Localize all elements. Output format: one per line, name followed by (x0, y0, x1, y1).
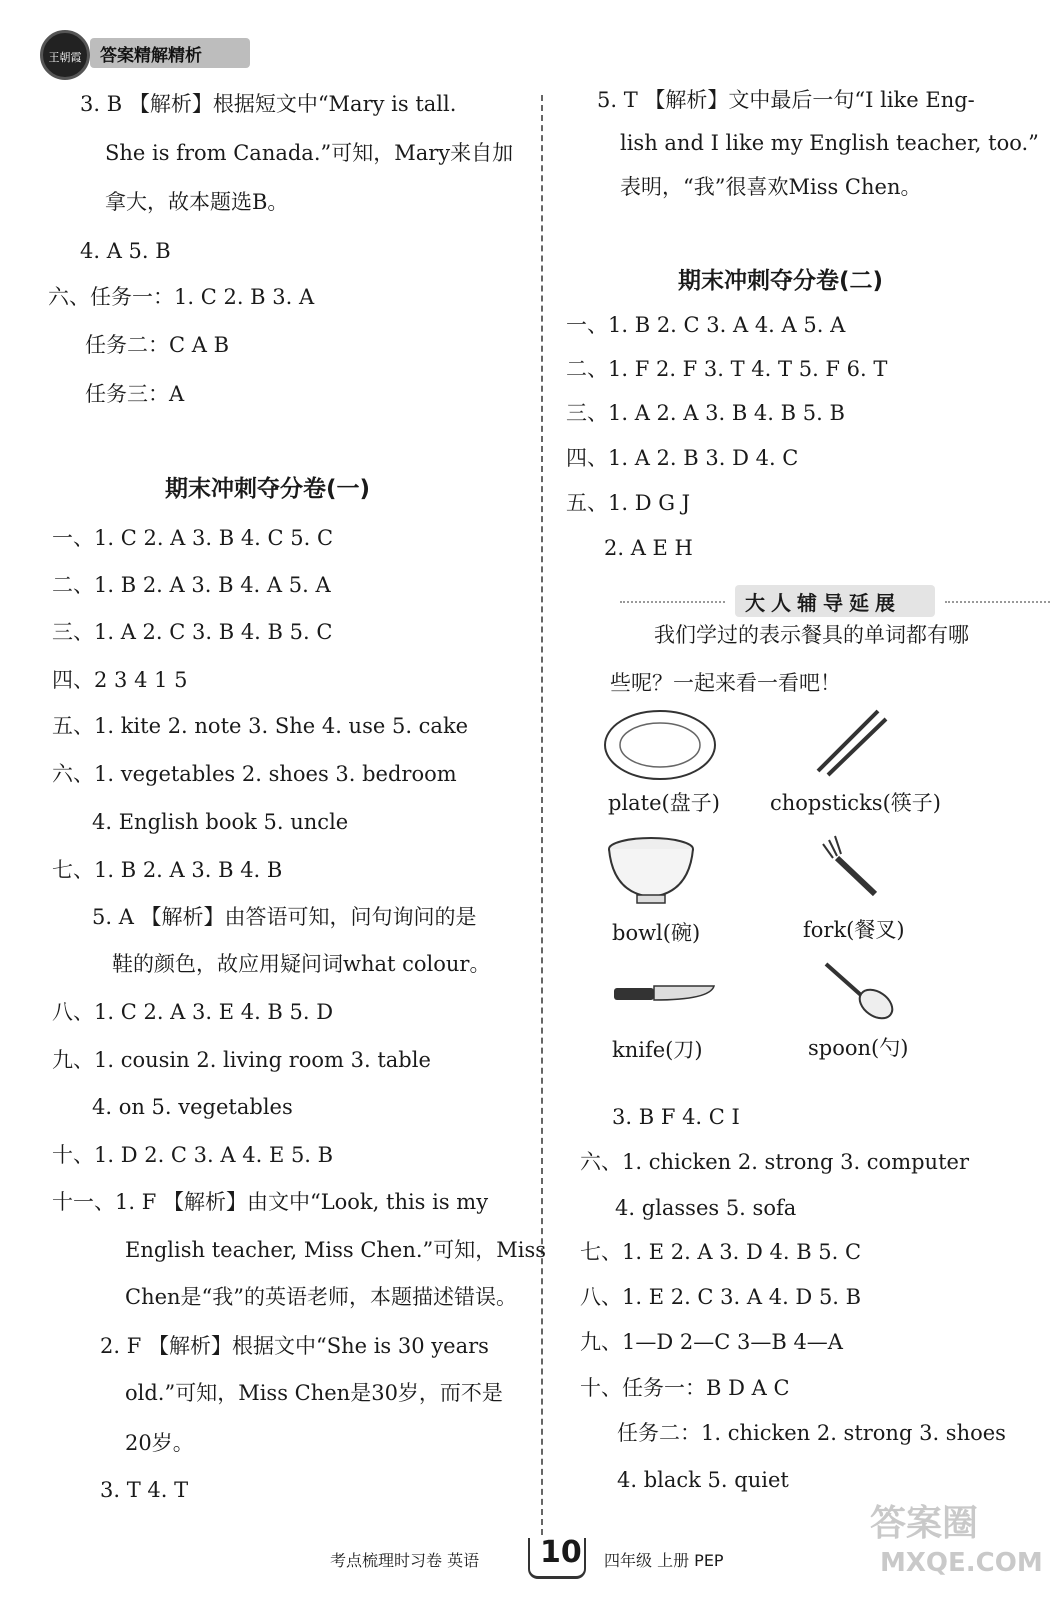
answer-line: 2. F 【解析】根据文中“She is 30 years (100, 1334, 489, 1358)
extension-text: 些呢？一起来看一看吧！ (610, 671, 841, 695)
fork-illustration (815, 830, 885, 900)
answer-line: 十、任务一：B D A C (580, 1376, 790, 1400)
answer-line: 4. glasses 5. sofa (615, 1196, 797, 1220)
answer-line: 任务二：1. chicken 2. strong 3. shoes (617, 1421, 1006, 1445)
answer-line: 鞋的颜色，故应用疑问词what colour。 (112, 952, 491, 976)
plate-illustration (600, 705, 720, 790)
answer-line: English teacher, Miss Chen.”可知，Miss (125, 1238, 547, 1262)
answer-line: 四、1. A 2. B 3. D 4. C (566, 446, 799, 470)
watermark-logo: 答案圈 (870, 1503, 979, 1544)
answer-line: Chen是“我”的英语老师，本题描述错误。 (125, 1285, 518, 1309)
section-title-1: 期末冲刺夺分卷(一) (165, 476, 371, 502)
section-title-2: 期末冲刺夺分卷(二) (678, 268, 884, 294)
answer-line: 六、1. vegetables 2. shoes 3. bedroom (52, 762, 457, 786)
right-line: 5. T 【解析】文中最后一句“I like Eng- (597, 88, 975, 112)
extension-title: 大人辅导延展 (745, 591, 901, 615)
footer-book-title: 考点梳理时习卷 英语 (330, 1551, 480, 1570)
dotted-rule-left (620, 601, 725, 603)
answer-line: 八、1. E 2. C 3. A 4. D 5. B (580, 1285, 862, 1309)
answer-line: 六、1. chicken 2. strong 3. computer (580, 1150, 969, 1174)
answer-line: 20岁。 (125, 1431, 194, 1455)
answer-line: 八、1. C 2. A 3. E 4. B 5. D (52, 1000, 334, 1024)
answer-line: 4. black 5. quiet (617, 1468, 789, 1492)
left-line: 4. A 5. B (80, 239, 171, 263)
answer-line: 4. on 5. vegetables (92, 1095, 293, 1119)
left-line: 任务二：C A B (85, 333, 230, 357)
right-line: lish and I like my English teacher, too.” (620, 131, 1039, 155)
spoon-label: spoon(勺) (808, 1036, 909, 1060)
answer-line: 2. A E H (604, 536, 693, 560)
right-line: 表明，“我”很喜欢Miss Chen。 (620, 175, 922, 199)
left-line: 3. B 【解析】根据短文中“Mary is tall. (80, 92, 457, 116)
spoon-illustration (820, 958, 900, 1023)
answer-line: 七、1. B 2. A 3. B 4. B (52, 858, 283, 882)
answer-line: 九、1. cousin 2. living room 3. table (52, 1048, 431, 1072)
chopsticks-label: chopsticks(筷子) (770, 791, 941, 815)
left-line: 任务三：A (85, 382, 185, 406)
answer-line: 五、1. kite 2. note 3. She 4. use 5. cake (52, 714, 469, 738)
bowl-label: bowl(碗) (612, 921, 701, 945)
chopsticks-illustration (810, 705, 890, 780)
footer-grade: 四年级 上册 PEP (604, 1551, 724, 1570)
answer-line: old.”可知，Miss Chen是30岁，而不是 (125, 1381, 503, 1405)
extension-text: 我们学过的表示餐具的单词都有哪 (654, 623, 969, 647)
knife-illustration (610, 980, 720, 1010)
dotted-rule-right (945, 601, 1050, 603)
fork-label: fork(餐叉) (803, 918, 905, 942)
left-line: She is from Canada.”可知，Mary来自加 (105, 141, 514, 165)
knife-label: knife(刀) (612, 1038, 703, 1062)
column-divider (541, 95, 543, 1535)
bowl-illustration (605, 835, 700, 910)
extension-header (620, 587, 1050, 617)
left-line: 拿大，故本题选B。 (105, 190, 289, 214)
watermark-url: MXQE.COM (880, 1548, 1043, 1578)
answer-line: 一、1. C 2. A 3. B 4. C 5. C (52, 526, 334, 550)
plate-label: plate(盘子) (608, 791, 720, 815)
answer-line: 3. B F 4. C I (612, 1105, 740, 1129)
publisher-logo: 王朝霞 (40, 30, 90, 80)
answer-line: 七、1. E 2. A 3. D 4. B 5. C (580, 1240, 862, 1264)
answer-line: 一、1. B 2. C 3. A 4. A 5. A (566, 313, 846, 337)
answer-line: 4. English book 5. uncle (92, 810, 349, 834)
left-line: 六、任务一：1. C 2. B 3. A (48, 285, 315, 309)
answer-line: 三、1. A 2. C 3. B 4. B 5. C (52, 620, 333, 644)
answer-line: 二、1. F 2. F 3. T 4. T 5. F 6. T (566, 357, 888, 381)
answer-line: 十一、1. F 【解析】由文中“Look, this is my (52, 1190, 489, 1214)
answer-line: 二、1. B 2. A 3. B 4. A 5. A (52, 573, 331, 597)
answer-line: 三、1. A 2. A 3. B 4. B 5. B (566, 401, 845, 425)
answer-line: 十、1. D 2. C 3. A 4. E 5. B (52, 1143, 334, 1167)
answer-line: 九、1—D 2—C 3—B 4—A (580, 1330, 843, 1354)
answer-line: 五、1. D G J (566, 491, 691, 515)
answer-line: 四、2 3 4 1 5 (52, 668, 188, 692)
answer-line: 3. T 4. T (100, 1478, 189, 1502)
header-title: 答案精解精析 (100, 46, 202, 66)
answer-line: 5. A 【解析】由答语可知，问句询问的是 (92, 905, 477, 929)
page-number: 10 (540, 1535, 582, 1570)
